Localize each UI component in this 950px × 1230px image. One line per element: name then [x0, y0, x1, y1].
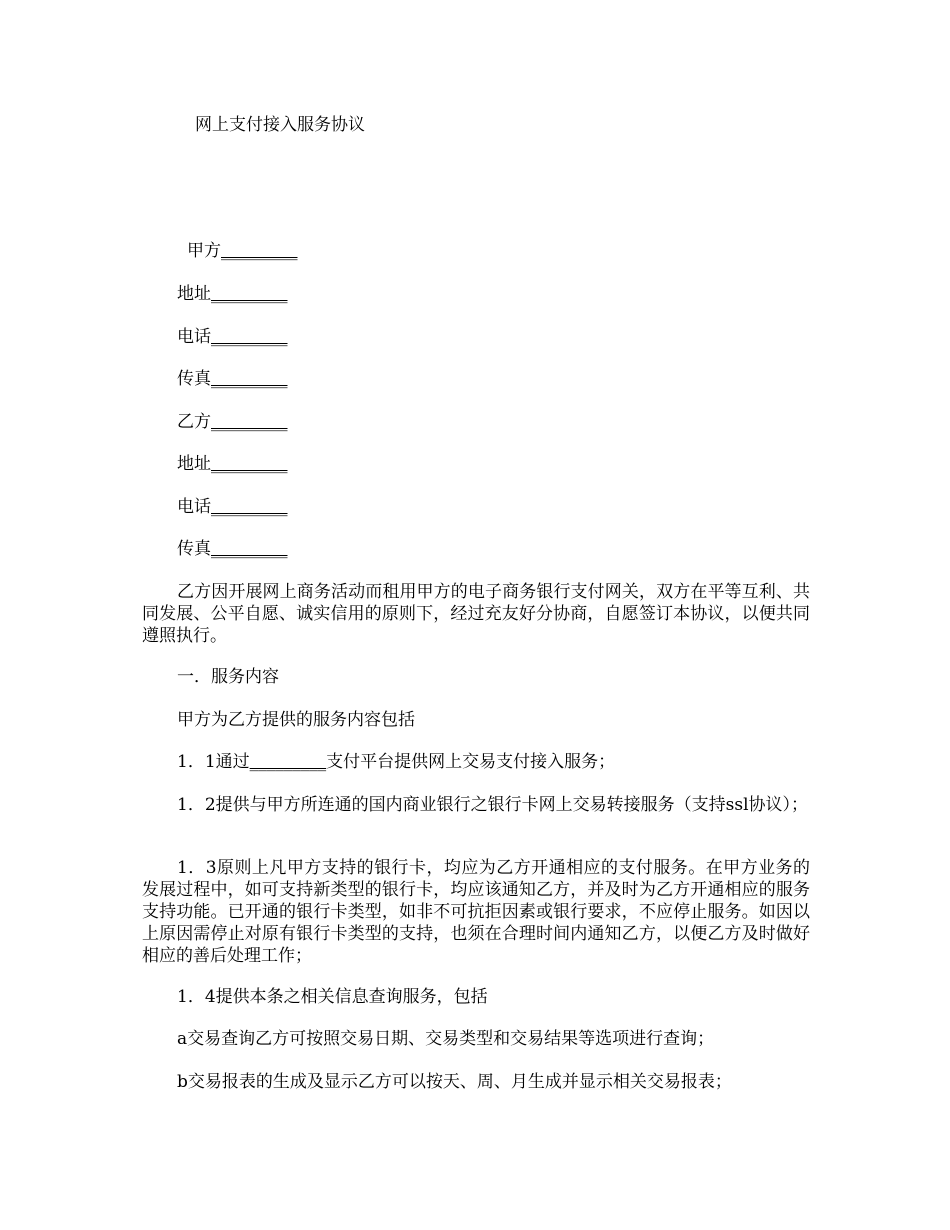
party-a-fax-label: 传真: [177, 369, 211, 389]
item-1-1: [177, 751, 810, 773]
party-a-fax-line: [177, 368, 288, 390]
party-a-name-label: 甲方: [187, 241, 221, 261]
party-a-fax-blank: _________: [211, 369, 288, 389]
item-1-1-suffix: 支付平台提供网上交易支付接入服务；: [326, 752, 616, 772]
party-a-phone-label: 电话: [177, 327, 211, 347]
item-1-2: 1．2提供与甲方所连通的国内商业银行之银行卡网上交易转接服务（支持ssl协议）；: [177, 795, 809, 815]
party-a-name-line: [187, 240, 298, 262]
party-b-phone-label: 电话: [177, 497, 211, 517]
party-b-address-blank: _________: [211, 454, 288, 474]
section-1-lead: 甲方为乙方提供的服务内容包括: [177, 710, 415, 730]
party-b-phone-blank: _________: [211, 497, 288, 517]
party-a-address-line: [177, 283, 288, 305]
item-1-1-blank: _________: [249, 752, 327, 772]
section-1-heading: 一．服务内容: [177, 667, 279, 687]
intro-paragraph: 乙方因开展网上商务活动而租用甲方的电子商务银行支付网关，双方在平等互利、共同发展、公平自愿、诚实信用的原则下，经过充友好分协商，自愿签订本协议，以便共同遵照执行。: [142, 582, 810, 646]
party-a-name-blank: _________: [221, 241, 298, 261]
item-1-4: 1．4提供本条之相关信息查询服务，包括: [177, 987, 488, 1007]
party-a-phone-line: [177, 326, 288, 348]
party-a-address-label: 地址: [177, 284, 211, 304]
party-b-name-label: 乙方: [177, 412, 211, 432]
party-b-fax-label: 传真: [177, 539, 211, 559]
party-b-name-blank: _________: [211, 412, 288, 432]
item-1-3: 1．3原则上凡甲方支持的银行卡，均应为乙方开通相应的支付服务。在甲方业务的发展过程中，如可支持新类型的银行卡，均应该通知乙方，并及时为乙方开通相应的服务支持功能。已开通的银行卡类型，如非不可抗拒因素或银行要求，不应停止服务。如因以上原因需停止对原有银行卡类型的支持，也须在合理时间内通知乙方，以便乙方及时做好相应的善后处理工作；: [142, 858, 810, 966]
party-a-address-blank: _________: [211, 284, 288, 304]
item-b: b交易报表的生成及显示乙方可以按天、周、月生成并显示相关交易报表；: [177, 1072, 732, 1092]
party-b-phone-line: [177, 496, 288, 518]
party-a-phone-blank: _________: [211, 327, 288, 347]
party-b-address-line: [177, 453, 288, 475]
party-b-fax-blank: _________: [211, 539, 288, 559]
document-title: 网上支付接入服务协议: [195, 115, 365, 135]
party-b-name-line: [177, 411, 288, 433]
item-1-1-prefix: 1．1通过: [177, 752, 250, 772]
party-b-address-label: 地址: [177, 454, 211, 474]
party-b-fax-line: [177, 538, 288, 560]
item-a: a交易查询乙方可按照交易日期、交易类型和交易结果等选项进行查询；: [177, 1029, 715, 1049]
